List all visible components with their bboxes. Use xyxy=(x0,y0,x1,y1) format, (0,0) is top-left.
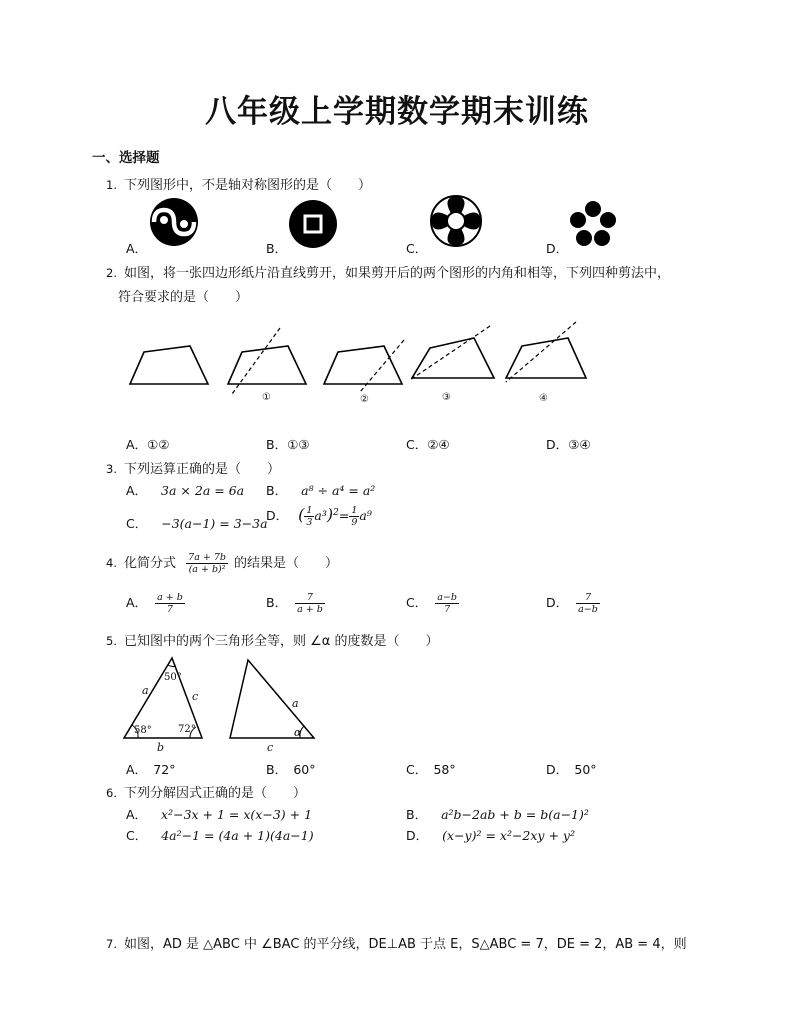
q1-label-d: D． xyxy=(546,241,569,256)
option-expression: 3a × 2a = 6a xyxy=(161,483,245,498)
q5-option-d[interactable]: D． 50° xyxy=(546,762,597,777)
option-label: D． xyxy=(406,828,429,843)
question-3 xyxy=(106,458,280,477)
q4-option-d[interactable]: D． $\frac{7}{a-b}$ xyxy=(546,592,598,615)
question-number: 2. xyxy=(106,266,117,280)
option-label: A． xyxy=(126,807,148,822)
q6-option-c[interactable] xyxy=(126,826,314,844)
question-number: 6. xyxy=(106,786,117,800)
question-2 xyxy=(106,262,670,281)
q2-option-b[interactable]: B．①③ xyxy=(266,437,310,452)
q6-option-a[interactable] xyxy=(126,805,312,823)
q4-option-b[interactable]: B． $\frac{7}{a + b}$ xyxy=(266,592,323,615)
option-expression: a⁸ ÷ a⁴ = a² xyxy=(301,483,376,498)
question-number: 3. xyxy=(106,462,117,476)
tri1-side-a: a xyxy=(142,684,149,697)
option-expression: a³ xyxy=(314,508,327,523)
question-fraction: $\frac{7a + 7b}{\text{(a + b)²}}$ xyxy=(188,552,226,575)
fraction: $\frac{1}{3}$ xyxy=(306,505,313,528)
question-text-after: 的结果是（ ） xyxy=(234,556,339,571)
question-text: 下列图形中，不是轴对称图形的是（ ） xyxy=(124,178,372,193)
question-number: 7. xyxy=(106,937,117,951)
option-expression: 4a²−1 = (4a + 1)(4a−1) xyxy=(161,828,314,843)
question-number: 1. xyxy=(106,178,117,192)
option-expression: −3(a−1) = 3−3a xyxy=(161,516,268,531)
quadrilateral-cut-2 xyxy=(324,340,404,392)
option-expression: (x−y)² = x²−2xy + y² xyxy=(442,828,575,843)
question-text-line2: 符合要求的是（ ） xyxy=(118,290,249,305)
fig-label-1: ① xyxy=(262,392,271,403)
option-expression: a²b−2ab + b = b(a−1)² xyxy=(441,807,589,822)
tri1-angle-right: 72° xyxy=(178,724,196,735)
option-expression: a⁹ xyxy=(359,508,372,523)
question-text: 已知图中的两个三角形全等，则 ∠α 的度数是（ ） xyxy=(124,634,439,649)
q3-option-a[interactable] xyxy=(126,481,244,499)
q4-option-a[interactable]: A． $\frac{a + b}{7}$ xyxy=(126,592,183,615)
option-expression: x²−3x + 1 = x(x−3) + 1 xyxy=(161,807,313,822)
fig-label-3: ③ xyxy=(442,392,451,403)
option-label: C． xyxy=(126,828,148,843)
section-heading: 一、选择题 xyxy=(92,150,160,166)
tri1-angle-top: 50° xyxy=(164,672,182,683)
option-label: B． xyxy=(266,483,288,498)
q4-option-c[interactable]: C． $\frac{a-b}{7}$ xyxy=(406,592,457,615)
question-text: 下列运算正确的是（ ） xyxy=(124,462,281,477)
question-text-line1: 如图，将一张四边形纸片沿直线剪开，如果剪开后的两个图形的内角和相等，下列四种剪法中， xyxy=(124,266,671,281)
option-label: B． xyxy=(406,807,428,822)
fig-label-4: ④ xyxy=(539,393,548,404)
q3-option-b[interactable] xyxy=(266,481,375,499)
question-6 xyxy=(106,782,306,801)
fraction: $\frac{1}{9}$ xyxy=(351,505,358,528)
coin-square-hole-figure xyxy=(287,198,339,250)
question-number: 4. xyxy=(106,556,117,570)
question-text: 如图，AD 是 △ABC 中 ∠BAC 的平分线，DE⊥AB 于点 E，S△ABC = 7，DE = 2，AB = 4，则 xyxy=(124,937,687,952)
q6-option-b[interactable] xyxy=(406,805,589,823)
q6-option-d[interactable] xyxy=(406,826,575,844)
pentagon-flower-figure xyxy=(569,201,617,249)
tri2-side-c: c xyxy=(267,741,274,754)
q5-option-c[interactable]: C． 58° xyxy=(406,762,456,777)
quadrilateral-cut-3 xyxy=(410,326,494,380)
question-7 xyxy=(106,933,687,952)
quadrilateral-cut-4 xyxy=(506,322,586,382)
tri1-side-b: b xyxy=(157,741,165,754)
question-number: 5. xyxy=(106,634,117,648)
tri2-angle-alpha: α xyxy=(294,726,302,739)
question-text: 下列分解因式正确的是（ ） xyxy=(124,786,307,801)
option-label: C． xyxy=(126,516,148,531)
q1-label-a: A． xyxy=(126,241,148,256)
q1-label-b: B． xyxy=(266,241,288,256)
question-4 xyxy=(106,552,338,575)
option-label: A． xyxy=(126,483,148,498)
q2-option-a[interactable]: A．①② xyxy=(126,437,170,452)
exponent: 2 xyxy=(333,507,339,518)
page-title: 八年级上学期数学期末训练 xyxy=(205,94,589,130)
fig-label-2: ② xyxy=(360,394,369,405)
q1-label-c: C． xyxy=(406,241,428,256)
q2-option-d[interactable]: D．③④ xyxy=(546,437,591,452)
q2-option-c[interactable]: C．②④ xyxy=(406,437,450,452)
q5-option-a[interactable]: A． 72° xyxy=(126,762,176,777)
q3-option-c[interactable] xyxy=(126,514,268,532)
option-label: D． xyxy=(266,508,289,523)
tri2-side-a: a xyxy=(292,697,299,710)
q5-option-b[interactable]: B． 60° xyxy=(266,762,316,777)
tri1-side-c: c xyxy=(192,690,199,703)
question-1 xyxy=(106,174,371,193)
q5-triangles-figure xyxy=(120,656,320,756)
quadrilateral-original xyxy=(130,346,208,384)
q3-option-d[interactable]: D． ( $\frac{1}{3}$ a³)$^2$= $\frac{1}{9}$ a⁹ xyxy=(266,505,372,528)
tri1-angle-left: 58° xyxy=(134,725,152,736)
petal-circle-figure xyxy=(429,194,483,248)
question-5 xyxy=(106,630,439,649)
question-text-before: 化简分式 xyxy=(124,556,177,571)
taiji-wave-figure xyxy=(148,196,200,248)
quadrilateral-cut-1 xyxy=(228,328,306,394)
